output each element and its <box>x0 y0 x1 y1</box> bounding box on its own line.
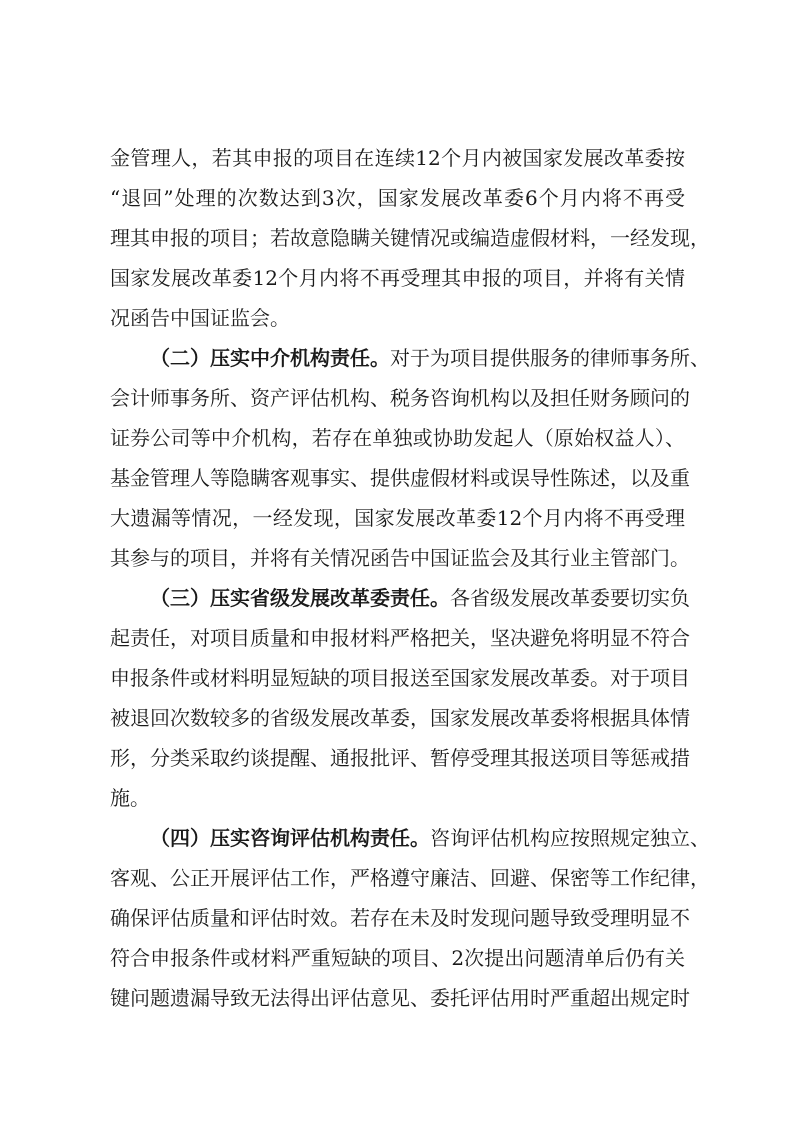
paragraph-2-line-3: 证券公司等中介机构，若存在单独或协助发起人（原始权益人）、 <box>110 426 685 450</box>
paragraph-4-line-3: 确保评估质量和评估时效。若存在未及时发现问题导致受理明显不 <box>110 906 690 930</box>
paragraph-4-line-2: 客观、公正开展评估工作，严格遵守廉洁、回避、保密等工作纪律， <box>110 866 710 890</box>
paragraph-2-line-6: 其参与的项目，并将有关情况函告中国证监会及其行业主管部门。 <box>110 546 690 570</box>
paragraph-1-line-2: “退回”处理的次数达到3次，国家发展改革委6个月内将不再受 <box>110 186 685 210</box>
paragraph-2-line-2: 会计师事务所、资产评估机构、税务咨询机构以及担任财务顾问的 <box>110 386 690 410</box>
paragraph-3-line-1 <box>110 578 690 618</box>
paragraph-2-line-1-text: 对于为项目提供服务的律师事务所、 <box>390 346 710 370</box>
paragraph-3-line-1-text: 各省级发展改革委要切实负 <box>450 586 690 610</box>
paragraph-3-line-2: 起责任，对项目质量和申报材料严格把关，坚决避免将明显不符合 <box>110 626 690 650</box>
paragraph-2-heading: （二）压实中介机构责任。 <box>150 346 390 370</box>
paragraph-3-line-5: 形，分类采取约谈提醒、通报批评、暂停受理其报送项目等惩戒措 <box>110 746 690 770</box>
paragraph-4-heading: （四）压实咨询评估机构责任。 <box>150 826 430 850</box>
paragraph-1-line-5: 况函告中国证监会。 <box>110 306 290 330</box>
paragraph-3-line-4: 被退回次数较多的省级发展改革委，国家发展改革委将根据具体情 <box>110 706 690 730</box>
paragraph-2-line-4: 基金管理人等隐瞒客观事实、提供虚假材料或误导性陈述，以及重 <box>110 466 690 490</box>
paragraph-4-line-1 <box>110 818 710 858</box>
paragraph-3-line-6: 施。 <box>110 786 150 810</box>
paragraph-3-line-3: 申报条件或材料明显短缺的项目报送至国家发展改革委。对于项目 <box>110 666 690 690</box>
paragraph-3-heading: （三）压实省级发展改革委责任。 <box>150 586 450 610</box>
paragraph-4-line-1-text: 咨询评估机构应按照规定独立、 <box>430 826 710 850</box>
paragraph-2-line-1 <box>110 338 710 378</box>
paragraph-2-line-5: 大遗漏等情况，一经发现，国家发展改革委12个月内将不再受理 <box>110 506 685 530</box>
document-body <box>110 138 710 1018</box>
paragraph-1-line-1: 金管理人，若其申报的项目在连续12个月内被国家发展改革委按 <box>110 146 685 170</box>
paragraph-1-line-4: 国家发展改革委12个月内将不再受理其申报的项目，并将有关情 <box>110 266 685 290</box>
paragraph-4-line-5: 键问题遗漏导致无法得出评估意见、委托评估用时严重超出规定时 <box>110 986 690 1010</box>
paragraph-4-line-4: 符合申报条件或材料严重短缺的项目、2次提出问题清单后仍有关 <box>110 946 685 970</box>
paragraph-1-line-3: 理其申报的项目；若故意隐瞒关键情况或编造虚假材料，一经发现， <box>110 226 710 250</box>
